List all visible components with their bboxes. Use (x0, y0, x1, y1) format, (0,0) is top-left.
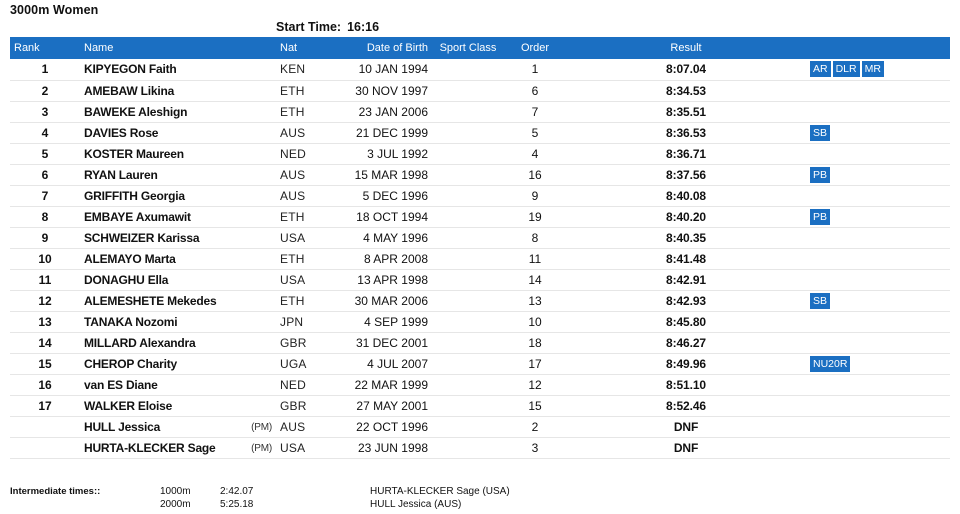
cell-name[interactable]: WALKER Eloise (80, 395, 276, 416)
pacemaker-note: (PM) (251, 421, 272, 433)
table-row[interactable] (10, 269, 950, 290)
table-row[interactable] (10, 353, 950, 374)
intermediate-times-list (160, 485, 510, 511)
cell-result: 8:52.46 (566, 395, 806, 416)
cell-name[interactable]: MILLARD Alexandra (80, 332, 276, 353)
cell-dob: 13 APR 1998 (336, 269, 432, 290)
cell-dob: 27 MAY 2001 (336, 395, 432, 416)
col-header-nat[interactable]: Nat (276, 37, 336, 59)
cell-nat: ETH (276, 80, 336, 101)
cell-rank: 5 (10, 143, 80, 164)
cell-rank: 1 (10, 59, 80, 80)
cell-order: 8 (504, 227, 566, 248)
cell-marks (806, 290, 950, 311)
cell-dob: 18 OCT 1994 (336, 206, 432, 227)
record-badge: MR (862, 61, 884, 77)
cell-rank: 13 (10, 311, 80, 332)
cell-result: 8:49.96 (566, 353, 806, 374)
cell-nat: ETH (276, 290, 336, 311)
cell-marks (806, 353, 950, 374)
cell-marks (806, 269, 950, 290)
cell-sport-class (432, 374, 504, 395)
cell-order: 10 (504, 311, 566, 332)
record-badge: PB (810, 167, 830, 183)
intermediate-distance: 1000m (160, 486, 191, 497)
cell-order: 12 (504, 374, 566, 395)
table-row[interactable] (10, 164, 950, 185)
table-row[interactable] (10, 374, 950, 395)
table-row[interactable] (10, 248, 950, 269)
cell-dob: 22 MAR 1999 (336, 374, 432, 395)
col-header-order[interactable]: Order (504, 37, 566, 59)
cell-result: DNF (566, 437, 806, 458)
cell-order: 9 (504, 185, 566, 206)
cell-name[interactable]: ALEMAYO Marta (80, 248, 276, 269)
table-row[interactable] (10, 143, 950, 164)
cell-result: 8:42.93 (566, 290, 806, 311)
table-row[interactable] (10, 122, 950, 143)
cell-name[interactable]: van ES Diane (80, 374, 276, 395)
cell-marks (806, 185, 950, 206)
cell-marks (806, 206, 950, 227)
cell-name[interactable]: EMBAYE Axumawit (80, 206, 276, 227)
cell-name[interactable]: AMEBAW Likina (80, 80, 276, 101)
cell-marks (806, 164, 950, 185)
results-table (10, 37, 950, 459)
cell-result: 8:40.20 (566, 206, 806, 227)
cell-order: 1 (504, 59, 566, 80)
table-row[interactable] (10, 59, 950, 80)
record-badge: AR (810, 61, 831, 77)
cell-marks (806, 143, 950, 164)
cell-order: 17 (504, 353, 566, 374)
cell-result: 8:36.71 (566, 143, 806, 164)
start-time-value: 16:16 (347, 20, 380, 34)
table-row[interactable] (10, 206, 950, 227)
record-badge: PB (810, 209, 830, 225)
table-row[interactable] (10, 290, 950, 311)
record-badge: SB (810, 293, 830, 309)
cell-order: 18 (504, 332, 566, 353)
cell-dob: 21 DEC 1999 (336, 122, 432, 143)
cell-name[interactable]: HURTA-KLECKER Sage (PM) (80, 437, 276, 458)
cell-marks (806, 248, 950, 269)
col-header-name[interactable]: Name (80, 37, 276, 59)
cell-nat: GBR (276, 332, 336, 353)
cell-nat: USA (276, 269, 336, 290)
col-header-sport-class[interactable]: Sport Class (432, 37, 504, 59)
cell-result: DNF (566, 416, 806, 437)
cell-name[interactable]: CHEROP Charity (80, 353, 276, 374)
cell-rank: 2 (10, 80, 80, 101)
cell-sport-class (432, 185, 504, 206)
table-row[interactable] (10, 416, 950, 437)
cell-dob: 3 JUL 1992 (336, 143, 432, 164)
cell-sport-class (432, 227, 504, 248)
cell-sport-class (432, 122, 504, 143)
cell-dob: 4 MAY 1996 (336, 227, 432, 248)
cell-name[interactable]: TANAKA Nozomi (80, 311, 276, 332)
cell-sport-class (432, 332, 504, 353)
cell-name[interactable]: ALEMESHETE Mekedes (80, 290, 276, 311)
cell-rank: 8 (10, 206, 80, 227)
cell-nat: JPN (276, 311, 336, 332)
cell-result: 8:37.56 (566, 164, 806, 185)
cell-nat: AUS (276, 122, 336, 143)
cell-marks (806, 101, 950, 122)
cell-name[interactable]: KIPYEGON Faith (80, 59, 276, 80)
cell-sport-class (432, 101, 504, 122)
cell-sport-class (432, 164, 504, 185)
page-title: 3000m Women (10, 3, 99, 17)
pacemaker-note: (PM) (251, 442, 272, 454)
col-header-marks (806, 37, 950, 59)
table-row[interactable] (10, 101, 950, 122)
cell-rank: 3 (10, 101, 80, 122)
cell-rank: 9 (10, 227, 80, 248)
cell-order: 4 (504, 143, 566, 164)
cell-rank: 6 (10, 164, 80, 185)
cell-rank: 7 (10, 185, 80, 206)
cell-marks (806, 437, 950, 458)
cell-rank: 10 (10, 248, 80, 269)
cell-dob: 30 NOV 1997 (336, 80, 432, 101)
table-header (10, 37, 950, 59)
cell-order: 19 (504, 206, 566, 227)
table-row[interactable] (10, 227, 950, 248)
cell-rank: 11 (10, 269, 80, 290)
table-row[interactable] (10, 332, 950, 353)
cell-sport-class (432, 206, 504, 227)
table-row[interactable] (10, 437, 950, 458)
cell-dob: 23 JAN 2006 (336, 101, 432, 122)
cell-rank (10, 437, 80, 458)
table-header-row (10, 37, 950, 59)
cell-result: 8:42.91 (566, 269, 806, 290)
cell-result: 8:36.53 (566, 122, 806, 143)
cell-result: 8:34.53 (566, 80, 806, 101)
cell-sport-class (432, 269, 504, 290)
cell-sport-class (432, 290, 504, 311)
intermediate-time: 2:42.07 (220, 486, 254, 497)
table-body (10, 59, 950, 458)
cell-sport-class (432, 437, 504, 458)
cell-result: 8:41.48 (566, 248, 806, 269)
intermediate-time-row (160, 498, 510, 511)
cell-result: 8:45.80 (566, 311, 806, 332)
intermediate-times-label: Intermediate times:: (10, 486, 101, 497)
cell-sport-class (432, 395, 504, 416)
table-row[interactable] (10, 185, 950, 206)
cell-order: 11 (504, 248, 566, 269)
cell-rank: 15 (10, 353, 80, 374)
intermediate-athlete: HULL Jessica (AUS) (370, 499, 462, 510)
cell-order: 15 (504, 395, 566, 416)
cell-dob: 15 MAR 1998 (336, 164, 432, 185)
cell-name[interactable]: GRIFFITH Georgia (80, 185, 276, 206)
cell-marks (806, 332, 950, 353)
intermediate-time: 5:25.18 (220, 499, 254, 510)
cell-order: 7 (504, 101, 566, 122)
cell-sport-class (432, 311, 504, 332)
cell-order: 2 (504, 416, 566, 437)
cell-order: 16 (504, 164, 566, 185)
cell-dob: 4 SEP 1999 (336, 311, 432, 332)
cell-nat: ETH (276, 206, 336, 227)
cell-nat: ETH (276, 248, 336, 269)
cell-result: 8:40.08 (566, 185, 806, 206)
cell-dob: 8 APR 2008 (336, 248, 432, 269)
results-table-wrap (10, 37, 950, 459)
cell-order: 13 (504, 290, 566, 311)
cell-sport-class (432, 353, 504, 374)
cell-rank: 16 (10, 374, 80, 395)
cell-marks (806, 80, 950, 101)
cell-sport-class (432, 416, 504, 437)
start-time (276, 20, 379, 34)
cell-name[interactable]: SCHWEIZER Karissa (80, 227, 276, 248)
record-badge: DLR (833, 61, 860, 77)
intermediate-time-row (160, 485, 510, 498)
cell-marks (806, 59, 950, 80)
cell-sport-class (432, 248, 504, 269)
table-row[interactable] (10, 80, 950, 101)
start-time-label: Start Time: (276, 20, 342, 34)
intermediate-distance: 2000m (160, 499, 191, 510)
cell-order: 6 (504, 80, 566, 101)
cell-name[interactable]: HULL Jessica (PM) (80, 416, 276, 437)
cell-name[interactable]: BAWEKE Aleshign (80, 101, 276, 122)
cell-result: 8:35.51 (566, 101, 806, 122)
cell-nat: KEN (276, 59, 336, 80)
col-header-result[interactable]: Result (566, 37, 806, 59)
cell-name[interactable]: DAVIES Rose (80, 122, 276, 143)
cell-rank (10, 416, 80, 437)
cell-dob: 22 OCT 1996 (336, 416, 432, 437)
col-header-dob[interactable]: Date of Birth (336, 37, 432, 59)
cell-nat: NED (276, 143, 336, 164)
cell-sport-class (432, 143, 504, 164)
cell-name[interactable]: DONAGHU Ella (80, 269, 276, 290)
cell-order: 14 (504, 269, 566, 290)
cell-name[interactable]: RYAN Lauren (80, 164, 276, 185)
cell-nat: AUS (276, 416, 336, 437)
cell-nat: USA (276, 227, 336, 248)
table-row[interactable] (10, 311, 950, 332)
cell-nat: GBR (276, 395, 336, 416)
cell-marks (806, 311, 950, 332)
intermediate-athlete: HURTA-KLECKER Sage (USA) (370, 486, 510, 497)
record-badge: NU20R (810, 356, 850, 372)
cell-nat: NED (276, 374, 336, 395)
cell-nat: ETH (276, 101, 336, 122)
cell-rank: 12 (10, 290, 80, 311)
cell-result: 8:40.35 (566, 227, 806, 248)
cell-dob: 30 MAR 2006 (336, 290, 432, 311)
cell-order: 3 (504, 437, 566, 458)
cell-result: 8:46.27 (566, 332, 806, 353)
cell-marks (806, 122, 950, 143)
cell-marks (806, 374, 950, 395)
cell-dob: 10 JAN 1994 (336, 59, 432, 80)
cell-dob: 23 JUN 1998 (336, 437, 432, 458)
cell-nat: UGA (276, 353, 336, 374)
cell-nat: AUS (276, 185, 336, 206)
cell-sport-class (432, 80, 504, 101)
cell-nat: AUS (276, 164, 336, 185)
cell-result: 8:51.10 (566, 374, 806, 395)
cell-sport-class (432, 59, 504, 80)
col-header-rank[interactable]: Rank (10, 37, 80, 59)
record-badge: SB (810, 125, 830, 141)
cell-name[interactable]: KOSTER Maureen (80, 143, 276, 164)
cell-order: 5 (504, 122, 566, 143)
cell-marks (806, 227, 950, 248)
cell-marks (806, 395, 950, 416)
cell-rank: 4 (10, 122, 80, 143)
cell-nat: USA (276, 437, 336, 458)
cell-dob: 4 JUL 2007 (336, 353, 432, 374)
cell-marks (806, 416, 950, 437)
cell-dob: 31 DEC 2001 (336, 332, 432, 353)
cell-result: 8:07.04 (566, 59, 806, 80)
table-row[interactable] (10, 395, 950, 416)
cell-rank: 17 (10, 395, 80, 416)
cell-rank: 14 (10, 332, 80, 353)
cell-dob: 5 DEC 1996 (336, 185, 432, 206)
